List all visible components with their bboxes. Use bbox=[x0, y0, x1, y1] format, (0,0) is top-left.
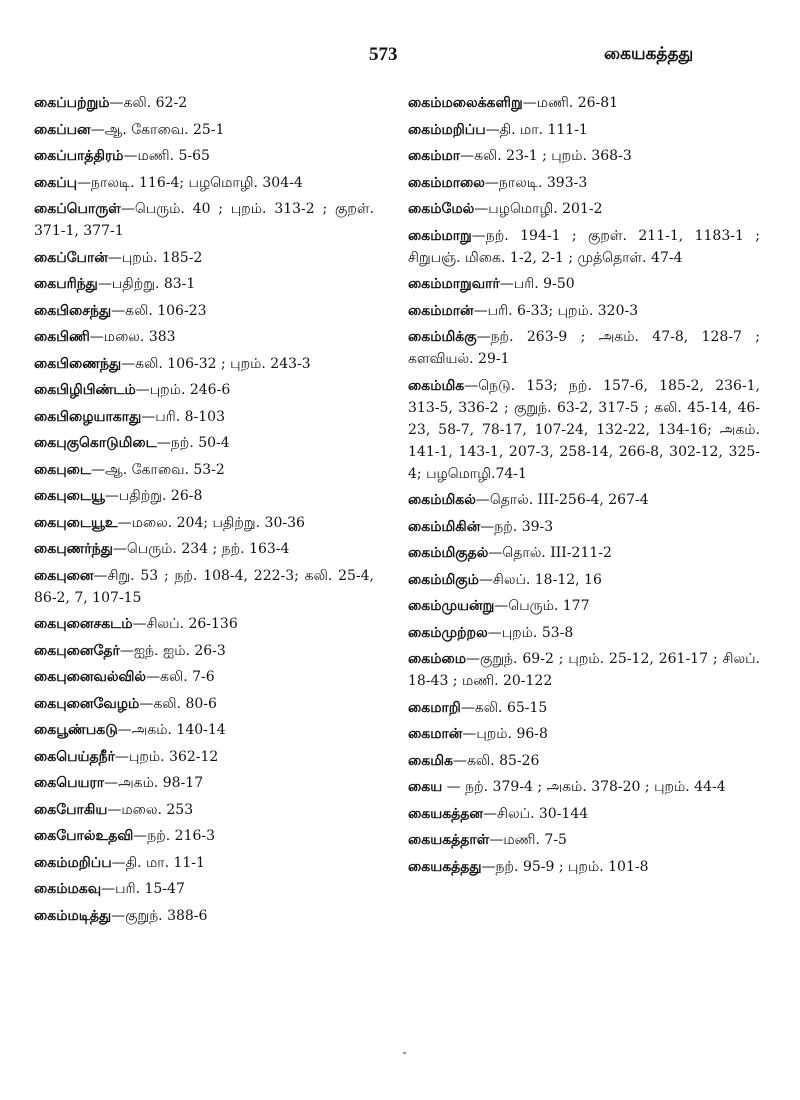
entry-headword: கைம்முயன்று bbox=[408, 598, 495, 614]
entry-references: —புறம். 53-8 bbox=[487, 624, 574, 641]
entry-references: —கலி. 65-15 bbox=[460, 699, 548, 716]
entry-references: — நற். 379-4 ; அகம். 378-20 ; புறம். 44-4 bbox=[442, 779, 726, 795]
index-entry bbox=[408, 516, 760, 538]
entry-headword: கைபிழிபிண்டம் bbox=[34, 382, 136, 398]
entry-references: —குறுந். 69-2 ; புறம். 25-12, 261-17 ; சிலப். 18-43 ; மணி. 20-122 bbox=[408, 651, 760, 689]
entry-headword: கைம்மா bbox=[408, 148, 461, 164]
index-entry bbox=[34, 640, 374, 662]
entry-headword: கைமிக bbox=[408, 752, 453, 769]
entry-headword: கைபுணர்ந்து bbox=[34, 541, 113, 557]
entry-references: —மலை. 383 bbox=[89, 329, 176, 345]
entry-references: —பரி. 9-50 bbox=[499, 276, 575, 292]
index-entry bbox=[408, 723, 760, 745]
index-entry bbox=[408, 803, 760, 825]
index-entry bbox=[34, 326, 374, 348]
index-entry bbox=[408, 145, 760, 167]
index-entry bbox=[34, 905, 374, 927]
entry-headword: கைபிணி bbox=[34, 329, 90, 345]
index-entry bbox=[408, 300, 760, 322]
entry-references: —கலி. 106-23 bbox=[111, 302, 207, 319]
index-entry bbox=[34, 512, 374, 534]
entry-headword: கைபுனைவல்வில் bbox=[34, 669, 147, 685]
entry-references: —மலை. 253 bbox=[107, 801, 194, 818]
entry-references: —சிறு. 53 ; நற். 108-4, 222-3; கலி. 25-4, 86-2, 7, 107-15 bbox=[34, 567, 374, 606]
entry-headword: கையகத்தாள் bbox=[408, 832, 490, 848]
entry-headword: கைம்மாறு bbox=[408, 227, 472, 244]
index-entry bbox=[34, 613, 374, 635]
page-number: 573 bbox=[369, 44, 398, 65]
index-entry bbox=[408, 92, 760, 114]
index-entry bbox=[34, 565, 374, 609]
index-entry bbox=[34, 119, 374, 141]
index-entry bbox=[34, 799, 374, 821]
entry-references: —நாலடி. 393-3 bbox=[484, 174, 588, 191]
index-entry bbox=[34, 353, 374, 375]
entry-references: —நற். 39-3 bbox=[480, 518, 554, 535]
entry-headword: கைப்பன bbox=[34, 121, 91, 138]
entry-references: —ஆ. கோவை. 53-2 bbox=[91, 461, 225, 478]
index-entry bbox=[408, 595, 760, 617]
entry-references: —சிலப். 26-136 bbox=[132, 616, 238, 632]
index-entry bbox=[408, 119, 760, 141]
index-entry bbox=[408, 829, 760, 851]
index-entry bbox=[34, 300, 374, 322]
entry-headword: கைப்பற்றும் bbox=[34, 95, 110, 111]
entry-references: —தொல். III-211-2 bbox=[488, 545, 612, 561]
right-column bbox=[408, 92, 760, 882]
entry-headword: கையகத்தன bbox=[408, 805, 483, 822]
entry-references: —புறம். 185-2 bbox=[107, 249, 203, 266]
index-entry bbox=[34, 379, 374, 401]
index-entry bbox=[408, 375, 760, 485]
entry-headword: கைபரிந்து bbox=[34, 276, 98, 292]
index-entry bbox=[34, 878, 374, 900]
entry-headword: கையகத்தது bbox=[408, 858, 482, 875]
index-entry bbox=[408, 172, 760, 194]
entry-references: —கலி. 106-32 ; புறம். 243-3 bbox=[121, 355, 311, 372]
index-entry bbox=[408, 648, 760, 692]
entry-references: —பரி. 15-47 bbox=[101, 881, 185, 897]
entry-references: —தி. மா. 111-1 bbox=[485, 121, 588, 138]
entry-headword: கைபூண்பகடு bbox=[34, 722, 118, 738]
entry-references: —அகம். 140-14 bbox=[117, 722, 226, 738]
entry-references: —பதிற்று. 26-8 bbox=[104, 488, 203, 504]
entry-references: —மணி. 7-5 bbox=[489, 832, 567, 848]
entry-references: —சிலப். 18-12, 16 bbox=[478, 571, 602, 588]
index-entry bbox=[408, 326, 760, 370]
entry-references: —நற். 95-9 ; புறம். 101-8 bbox=[481, 858, 649, 875]
index-entry bbox=[408, 622, 760, 644]
index-entry bbox=[408, 542, 760, 564]
entry-headword: கைபுடை bbox=[34, 461, 92, 478]
index-entry bbox=[34, 746, 374, 768]
entry-headword: கைம்மிகுதல் bbox=[408, 545, 489, 561]
entry-headword: கைய bbox=[408, 779, 443, 795]
index-entry bbox=[408, 273, 760, 295]
entry-headword: கைப்போன் bbox=[34, 249, 108, 266]
running-head: கையகத்தது bbox=[604, 44, 694, 64]
entry-headword: கைப்பு bbox=[34, 174, 78, 191]
entry-headword: கைம்மிக bbox=[408, 377, 465, 394]
entry-references: —பரி. 8-103 bbox=[141, 408, 225, 425]
left-column bbox=[34, 92, 374, 931]
entry-references: —மணி. 5-65 bbox=[123, 148, 210, 164]
entry-headword: கைபிசைந்து bbox=[34, 302, 112, 319]
entry-headword: கைம்மகவு bbox=[34, 881, 102, 897]
entry-headword: கைம்மாறுவார் bbox=[408, 276, 500, 292]
entry-headword: கைம்மடித்து bbox=[34, 907, 112, 924]
entry-references: —குறுந். 388-6 bbox=[111, 907, 208, 924]
entry-headword: கைம்மறிப்ப bbox=[408, 121, 486, 138]
entry-headword: கைபுனைதேர் bbox=[34, 642, 120, 659]
index-entry bbox=[34, 693, 374, 715]
entry-references: —பரி. 6-33; புறம். 320-3 bbox=[473, 302, 639, 319]
entry-references: —கலி. 62-2 bbox=[109, 95, 188, 111]
entry-headword: கைபுடையூ bbox=[34, 488, 105, 504]
entry-references: —புறம். 96-8 bbox=[462, 726, 548, 742]
entry-references: —கலி. 7-6 bbox=[146, 669, 215, 685]
index-entry bbox=[408, 750, 760, 772]
entry-references: —அகம். 98-17 bbox=[104, 775, 204, 791]
entry-headword: கைபுடையூஉ bbox=[34, 514, 118, 531]
entry-references: —கலி. 80-6 bbox=[139, 695, 217, 712]
page-speck bbox=[403, 1052, 406, 1054]
entry-references: —பெரும். 177 bbox=[494, 598, 590, 614]
entry-headword: கைம்மிக்கு bbox=[408, 329, 477, 345]
entry-headword: கைபெய்தநீர் bbox=[34, 748, 115, 765]
entry-headword: கைப்பாத்திரம் bbox=[34, 148, 124, 164]
entry-references: —ஐந். ஐம். 26-3 bbox=[119, 642, 226, 659]
entry-references: —ஆ. கோவை. 25-1 bbox=[90, 121, 225, 138]
entry-headword: கைப்பொருள் bbox=[34, 201, 121, 217]
entry-references: —நற். 263-9 ; அகம். 47-8, 128-7 ; களவியல். 29-1 bbox=[408, 329, 760, 367]
index-entry bbox=[34, 719, 374, 741]
index-entry bbox=[34, 772, 374, 794]
entry-references: —தொல். III-256-4, 267-4 bbox=[475, 492, 649, 508]
entry-references: —தி. மா. 11-1 bbox=[111, 854, 205, 871]
entry-references: —கலி. 23-1 ; புறம். 368-3 bbox=[460, 148, 632, 164]
entry-headword: கைம்மேல் bbox=[408, 201, 475, 217]
index-entry bbox=[34, 92, 374, 114]
entry-references: —புறம். 362-12 bbox=[114, 748, 219, 765]
entry-headword: கைபோல்உதவி bbox=[34, 828, 134, 844]
index-entry bbox=[34, 172, 374, 194]
entry-references: —நாலடி. 116-4; பழமொழி. 304-4 bbox=[77, 174, 303, 191]
entry-references: —மலை. 204; பதிற்று. 30-36 bbox=[117, 514, 305, 531]
index-entry bbox=[34, 406, 374, 428]
entry-headword: கைம்முற்றல bbox=[408, 624, 488, 641]
index-entry bbox=[34, 247, 374, 269]
index-entry bbox=[408, 225, 760, 269]
index-entry bbox=[34, 666, 374, 688]
index-entry bbox=[34, 198, 374, 242]
entry-headword: கைம்மிகின் bbox=[408, 518, 481, 535]
entry-headword: கைபிணைந்து bbox=[34, 355, 122, 372]
entry-headword: கைமான் bbox=[408, 726, 463, 742]
entry-headword: கைம்மிகல் bbox=[408, 492, 476, 508]
entry-references: —கலி. 85-26 bbox=[452, 752, 540, 769]
entry-headword: கைபுகுகொடுமிடை bbox=[34, 435, 157, 451]
entry-headword: கைம்மிகும் bbox=[408, 571, 479, 588]
index-entry bbox=[408, 856, 760, 878]
entry-headword: கைபுனைசகடம் bbox=[34, 616, 133, 632]
index-entry bbox=[408, 776, 760, 798]
entry-references: —பதிற்று. 83-1 bbox=[97, 276, 196, 292]
index-entry bbox=[34, 852, 374, 874]
entry-references: —பெரும். 234 ; நற். 163-4 bbox=[112, 541, 290, 557]
index-entry bbox=[34, 485, 374, 507]
entry-references: —நற். 50-4 bbox=[156, 435, 230, 451]
entry-headword: கைம்மை bbox=[408, 651, 466, 667]
entry-references: —பெரும். 40 ; புறம். 313-2 ; குறள். 371-1, 377-1 bbox=[34, 201, 374, 239]
index-entry bbox=[34, 538, 374, 560]
entry-references: —நெடு. 153; நற். 157-6, 185-2, 236-1, 313-5, 336-2 ; குறுந். 63-2, 317-5 ; கலி. 45-14, 46-23, 58-7, 78-17, 107-24, 132-22, 134-16; அகம். 141-1, 143-1, 207-3, 258-14, 266-8, 302-12, 325-4; பழமொழி.74-1 bbox=[408, 377, 760, 482]
entry-references: —நற். 194-1 ; குறள். 211-1, 1183-1 ; சிறுபஞ். மிகை. 1-2, 2-1 ; முத்தொள். 47-4 bbox=[408, 227, 760, 266]
entry-headword: கைம்மாலை bbox=[408, 174, 485, 191]
entry-references: —நற். 216-3 bbox=[133, 828, 216, 844]
index-entry bbox=[34, 273, 374, 295]
index-entry bbox=[408, 198, 760, 220]
entry-headword: கைம்மறிப்ப bbox=[34, 854, 112, 871]
entry-headword: கைம்மான் bbox=[408, 302, 474, 319]
index-entry bbox=[34, 432, 374, 454]
index-entry bbox=[408, 697, 760, 719]
entry-headword: கைபெயரா bbox=[34, 775, 105, 791]
entry-headword: கைமாறி bbox=[408, 699, 461, 716]
index-entry bbox=[408, 489, 760, 511]
index-entry bbox=[34, 145, 374, 167]
index-entry bbox=[34, 459, 374, 481]
entry-headword: கைபோகிய bbox=[34, 801, 108, 818]
entry-references: —சிலப். 30-144 bbox=[482, 805, 589, 822]
entry-headword: கைம்மலைக்களிறு bbox=[408, 95, 523, 111]
entry-headword: கைபுனைவேழம் bbox=[34, 695, 140, 712]
entry-headword: கைபிழையாகாது bbox=[34, 408, 142, 425]
entry-headword: கைபுனை bbox=[34, 567, 94, 584]
entry-references: —புறம். 246-6 bbox=[135, 382, 231, 398]
entry-references: —பழமொழி. 201-2 bbox=[474, 201, 603, 217]
index-entry bbox=[408, 569, 760, 591]
entry-references: —மணி. 26-81 bbox=[522, 95, 619, 111]
index-entry bbox=[34, 825, 374, 847]
